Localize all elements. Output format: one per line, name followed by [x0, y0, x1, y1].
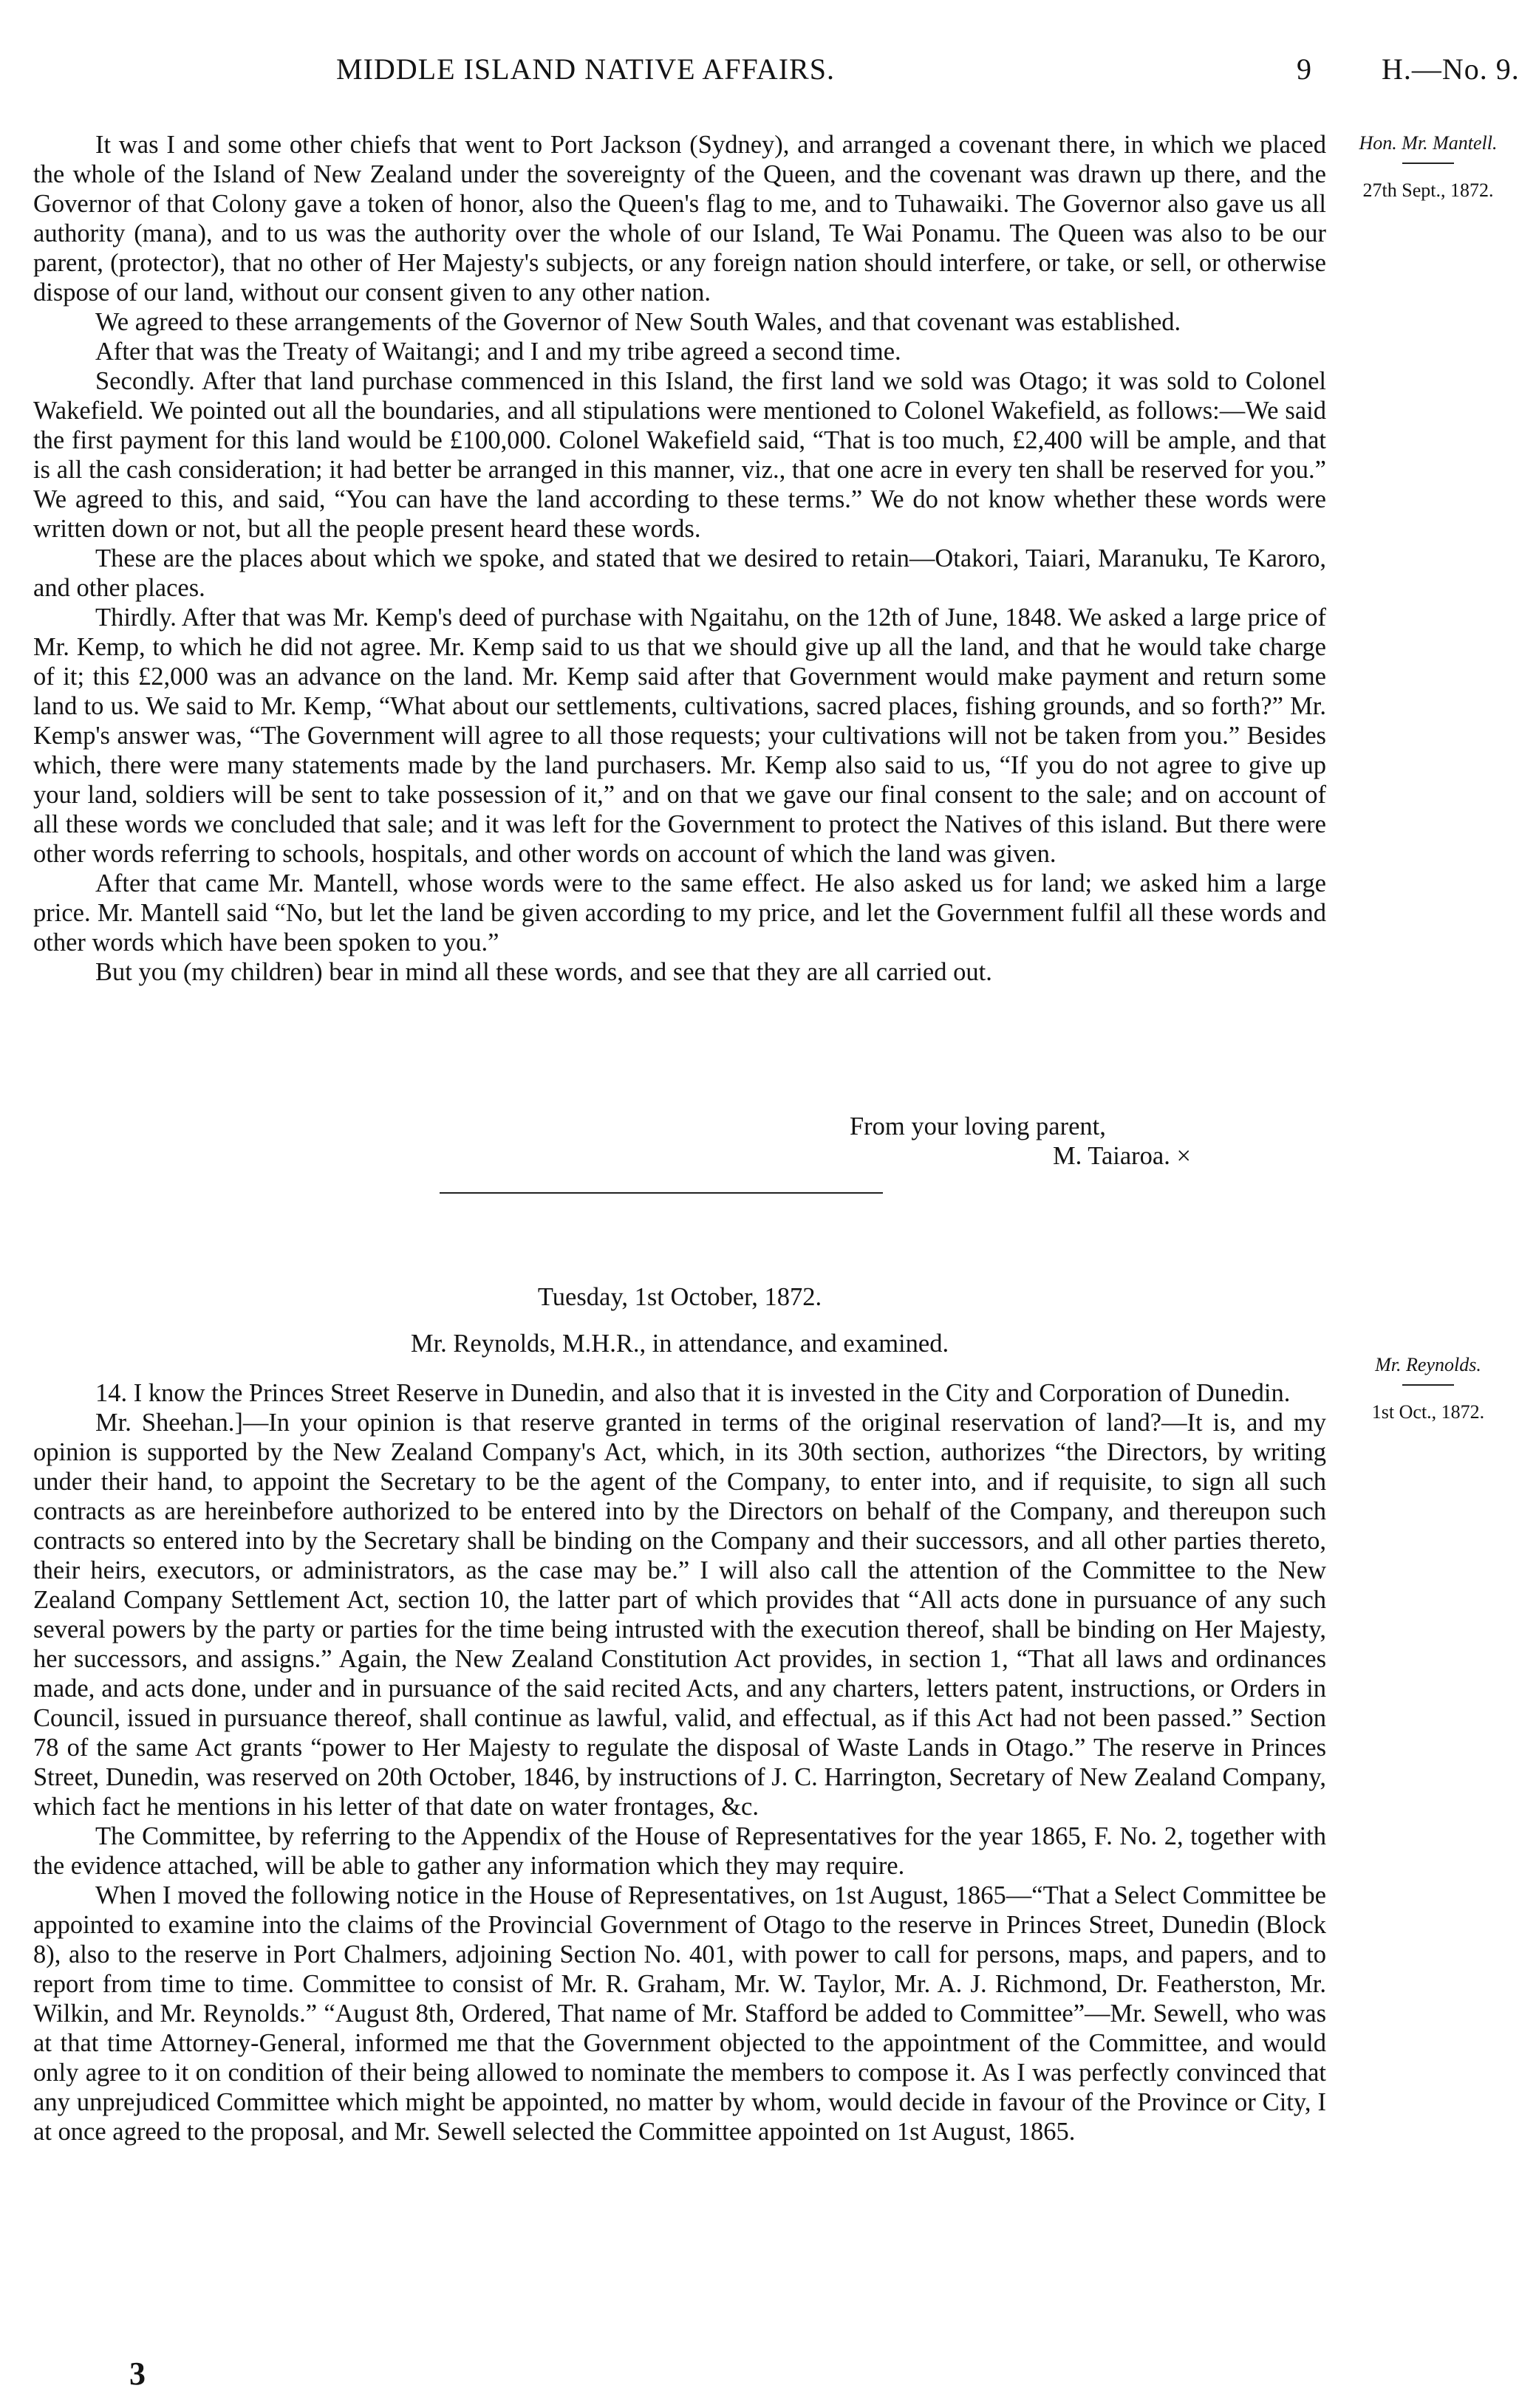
- sidenote-date: 1st Oct., 1872.: [1371, 1401, 1485, 1423]
- paper-reference: H.—No. 9.: [1382, 52, 1520, 86]
- letter-body: [33, 130, 1326, 987]
- sidenote-name: Mr. Reynolds.: [1375, 1354, 1481, 1375]
- letter-signature: M. Taiaroa. ×: [1053, 1142, 1191, 1170]
- printer-signature-mark: 3: [129, 2356, 146, 2392]
- page-number: 9: [1297, 52, 1312, 86]
- sidenote-divider: [1402, 1384, 1454, 1386]
- running-title: MIDDLE ISLAND NATIVE AFFAIRS.: [336, 52, 835, 86]
- witness-attendance: Mr. Reynolds, M.H.R., in attendance, and examined.: [410, 1330, 949, 1358]
- letter-paragraph: But you (my children) bear in mind all these words, and see that they are all carried out.: [95, 958, 992, 986]
- sidenote-reynolds: [1336, 1352, 1520, 1426]
- letter-closing: From your loving parent,: [850, 1112, 1106, 1140]
- sidenote-mantell: [1336, 130, 1520, 204]
- session-date-heading: Tuesday, 1st October, 1872.: [537, 1283, 822, 1311]
- letter-paragraph: After that was the Treaty of Waitangi; and I and my tribe agreed a second time.: [95, 338, 901, 366]
- sidenote-divider: [1402, 163, 1454, 164]
- page-header: [0, 52, 1536, 96]
- letter-paragraph: We agreed to these arrangements of the Governor of New South Wales, and that covenant was established.: [95, 308, 1181, 336]
- testimony-paragraph: 14. I know the Princes Street Reserve in Dunedin, and also that it is invested in the City and Corporation of Dunedin.: [95, 1379, 1291, 1407]
- sidenote-date: 27th Sept., 1872.: [1362, 179, 1494, 201]
- letter-paragraph: These are the places about which we spoke, and stated that we desired to retain—Otakori, Taiari, Maranuku, Te Karoro, and other places.: [33, 544, 1326, 602]
- letter-paragraph: Secondly. After that land purchase commenced in this Island, the first land we sold was Otago; it was sold to Colonel Wakefield. We pointed out all the boundaries, and all stipulations were mentioned to Colonel Wakefield, as follows:—We said the first payment for this land would be £100,000. Colonel Wakefield said, “That is too much, £2,400 will be ample, and that is all the cash consideration; it had better be arranged in this manner, viz., that one acre in every ten shall be reserved for you.” We agreed to this, and said, “You can have the land according to these terms.” We do not know whether these words were written down or not, but all the people present heard these words.: [33, 367, 1326, 543]
- testimony-paragraph: The Committee, by referring to the Appendix of the House of Representatives for the year 1865, F. No. 2, together with the evidence attached, will be able to gather any information which they may require.: [33, 1822, 1326, 1880]
- section-divider: [440, 1192, 883, 1194]
- testimony-paragraph: When I moved the following notice in the House of Representatives, on 1st August, 1865—“That a Select Committee be appointed to examine into the claims of the Provincial Government of Otago to the reserve in Princes Street, Dunedin (Block 8), also to the reserve in Port Chalmers, adjoining Section No. 401, with power to call for persons, maps, and papers, and to report from time to time. Committee to consist of Mr. R. Graham, Mr. W. Taylor, Mr. A. J. Richmond, Dr. Featherston, Mr. Wilkin, and Mr. Reynolds.” “August 8th, Ordered, That name of Mr. Stafford be added to Committee”—Mr. Sewell, who was at that time Attorney-General, informed me that the Government objected to the appointment of the Committee, and would only agree to it on condition of their being allowed to nominate the members to compose it. As I was perfectly convinced that any unprejudiced Committee which might be appointed, no matter by whom, would decide in favour of the Province or City, I at once agreed to the proposal, and Mr. Sewell selected the Committee appointed on 1st August, 1865.: [33, 1881, 1326, 2146]
- sidenote-name: Hon. Mr. Mantell.: [1359, 132, 1498, 154]
- letter-paragraph: It was I and some other chiefs that went to Port Jackson (Sydney), and arranged a covenant there, in which we placed the whole of the Island of New Zealand under the sovereignty of the Queen, and the covenant was drawn up there, and the Governor of that Colony gave a token of honor, also the Queen's flag to me, and to Tuhawaiki. The Governor also gave us all authority (mana), and to us was the authority over the whole of our Island, Te Wai Ponamu. The Queen was also to be our parent, (protector), that no other of Her Majesty's subjects, or any foreign nation should interfere, or take, or sell, or otherwise dispose of our land, without our consent given to any other nation.: [33, 131, 1326, 307]
- testimony-paragraph: Mr. Sheehan.]—In your opinion is that reserve granted in terms of the original reservation of land?—It is, and my opinion is supported by the New Zealand Company's Act, which, in its 30th section, authorizes “the Directors, by writing under their hand, to appoint the Secretary to be the agent of the Company, to enter into, and if requisite, to sign all such contracts as are hereinbefore authorized to be entered into by the Directors on behalf of the Company, and thereupon such contracts so entered into by the Secretary shall be binding on the Company and their successors, and all other parties thereto, their heirs, executors, or administrators, as the case may be.” I will also call the attention of the Committee to the New Zealand Company Settlement Act, section 10, the latter part of which provides that “All acts done in pursuance of any such several powers by the party or parties for the time being intrusted with the execution thereof, shall be binding on Her Majesty, her successors, and assigns.” Again, the New Zealand Constitution Act provides, in section 1, “That all laws and ordinances made, and acts done, under and in pursuance of the said recited Acts, and any charters, letters patent, instructions, or Orders in Council, issued in pursuance thereof, shall continue as lawful, valid, and effectual, as if this Act had not been passed.” Section 78 of the same Act grants “power to Her Majesty to regulate the disposal of Waste Lands in Otago.” The reserve in Princes Street, Dunedin, was reserved on 20th October, 1846, by instructions of J. C. Harrington, Secretary of New Zealand Company, which fact he mentions in his letter of that date on water frontages, &c.: [33, 1409, 1326, 1821]
- letter-paragraph: After that came Mr. Mantell, whose words were to the same effect. He also asked us for land; we asked him a large price. Mr. Mantell said “No, but let the land be given according to my price, and let the Government fulfil all these words and other words which have been spoken to you.”: [33, 869, 1326, 957]
- letter-paragraph: Thirdly. After that was Mr. Kemp's deed of purchase with Ngaitahu, on the 12th of June, 1848. We asked a large price of Mr. Kemp, to which he did not agree. Mr. Kemp said to us that we should give up all the land, and that he would take charge of it; this £2,000 was an advance on the land. Mr. Kemp said after that Government would make payment and return some land to us. We said to Mr. Kemp, “What about our settlements, cultivations, sacred places, fishing grounds, and so forth?” Mr. Kemp's answer was, “The Government will agree to all those requests; your cultivations will not be taken from you.” Besides which, there were many statements made by the land purchasers. Mr. Kemp also said to us, “If you do not agree to give up your land, soldiers will be sent to take possession of it,” and on that we gave our final consent to the sale; and on account of all these words we concluded that sale; and it was left for the Government to protect the Natives of this island. But there were other words referring to schools, hospitals, and other words on account of which the land was given.: [33, 603, 1326, 868]
- testimony-body: [33, 1378, 1326, 2147]
